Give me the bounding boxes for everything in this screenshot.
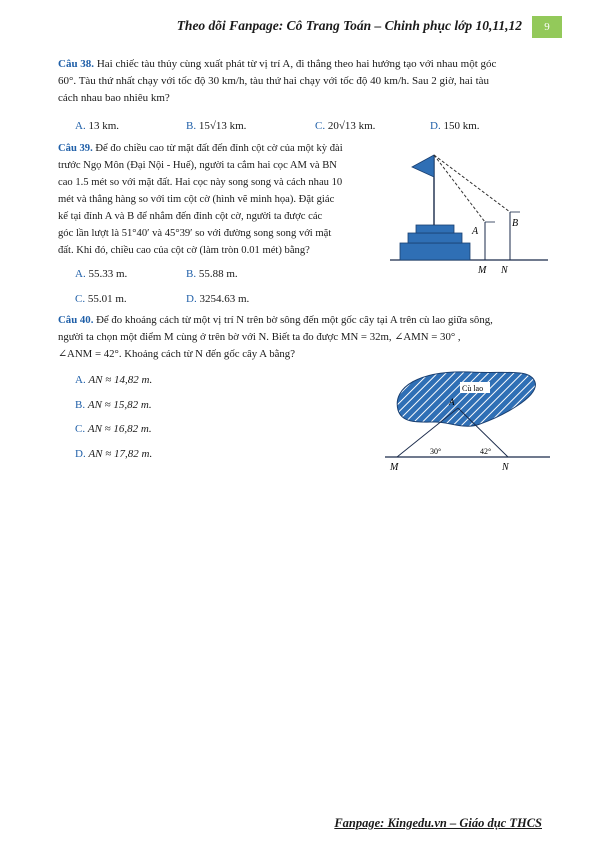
q38-option-a: A. 13 km. xyxy=(75,120,120,132)
page-footer: Fanpage: Kingedu.vn – Giáo dục THCS xyxy=(334,816,542,830)
question-text-line: mét và thẳng hàng so với tim cột cờ (hình vẽ minh họa). Đặt giác xyxy=(58,194,335,205)
question-text-line: trước Ngọ Môn (Đại Nội - Huế), người ta cắm hai cọc AM và BN xyxy=(58,160,337,171)
q38-option-d: D. 150 km. xyxy=(430,120,480,132)
question-text-line: cách nhau bao nhiêu km? xyxy=(58,92,170,104)
q39-option-d: D. 3254.63 m. xyxy=(186,293,250,305)
page-header xyxy=(0,18,600,40)
question-text-line: ∠ANM = 42°. Khoảng cách từ N đến gốc cây A bằng? xyxy=(58,348,295,360)
q39-option-b: B. 55.88 m. xyxy=(186,268,238,280)
flag-tower-figure xyxy=(390,145,550,280)
q39-option-a: A. 55.33 m. xyxy=(75,268,128,280)
q38-option-c: C. 20√13 km. xyxy=(315,120,376,132)
question-text-line: Để đo khoảng cách từ một vị trí N trên bờ sông đến một gốc cây tại A trên cù lao giữa sông, xyxy=(96,314,493,326)
question-text-line: Để đo chiều cao từ mặt đất đến đỉnh cột cờ của một kỳ đài xyxy=(95,143,343,154)
sight-line-a xyxy=(434,155,485,222)
question-text-line: Hai chiếc tàu thủy cùng xuất phát từ vị trí A, đi thẳng theo hai hướng tạo với nhau một góc xyxy=(96,58,497,70)
sight-line-b xyxy=(434,155,510,212)
island-label: Cù lao xyxy=(462,384,484,393)
angle-n-label: 42° xyxy=(480,447,492,456)
question-text-line: cao 1.5 mét so với mặt đất. Hai cọc này song song và cách nhau 10 xyxy=(58,177,343,188)
question-text-line: kế tại đỉnh A và B để nhắm đến đỉnh cột cờ, người ta được các xyxy=(58,211,323,222)
tower-step xyxy=(416,225,454,233)
point-b-label: B xyxy=(512,218,519,229)
question-label: Câu 38. xyxy=(58,58,95,70)
point-a-label: A xyxy=(472,226,479,237)
q38-option-b: B. 15√13 km. xyxy=(186,120,247,132)
question-38 xyxy=(58,56,548,107)
q40-option-d: D. AN ≈ 17,82 m. xyxy=(75,448,153,460)
angle-m-label: 30° xyxy=(430,447,442,456)
island-shape xyxy=(397,372,535,426)
question-39 xyxy=(58,140,388,259)
question-label: Câu 39. xyxy=(58,143,93,154)
point-n-label: N xyxy=(501,265,508,276)
header-title: Theo dõi Fanpage: Cô Trang Toán – Chinh phục lớp 10,11,12 xyxy=(176,18,522,33)
q40-option-c: C. AN ≈ 16,82 m. xyxy=(75,423,152,435)
flag-icon xyxy=(412,155,434,177)
point-m-label: M xyxy=(390,462,399,473)
q40-option-a: A. AN ≈ 14,82 m. xyxy=(75,374,153,386)
page-number-badge: 9 xyxy=(532,16,562,38)
island-figure xyxy=(380,362,555,477)
question-text-line: người ta chọn một điểm M cùng ở trên bờ với N. Biết ta đo được MN = 32m, ∠AMN = 30° , xyxy=(58,331,461,343)
q39-option-c: C. 55.01 m. xyxy=(75,293,127,305)
question-label: Câu 40. xyxy=(58,314,94,326)
question-40 xyxy=(58,312,548,363)
question-text-line: 60°. Tàu thứ nhất chạy với tốc độ 30 km/h, tàu thứ hai chạy với tốc độ 40 km/h. Sau 2 giờ, hai tàu xyxy=(58,75,490,87)
tower-step xyxy=(408,233,462,243)
point-a-label: A xyxy=(449,397,455,407)
q40-option-b: B. AN ≈ 15,82 m. xyxy=(75,399,152,411)
tower-step xyxy=(400,243,470,260)
question-text-line: đất. Khi đó, chiều cao của cột cờ (làm tròn 0.01 mét) bằng? xyxy=(58,245,310,256)
point-m-label: M xyxy=(478,265,487,276)
question-text-line: góc lần lượt là 51°40′ và 45°39′ so với đường song song với mặt xyxy=(58,228,332,239)
point-n-label: N xyxy=(502,462,509,473)
